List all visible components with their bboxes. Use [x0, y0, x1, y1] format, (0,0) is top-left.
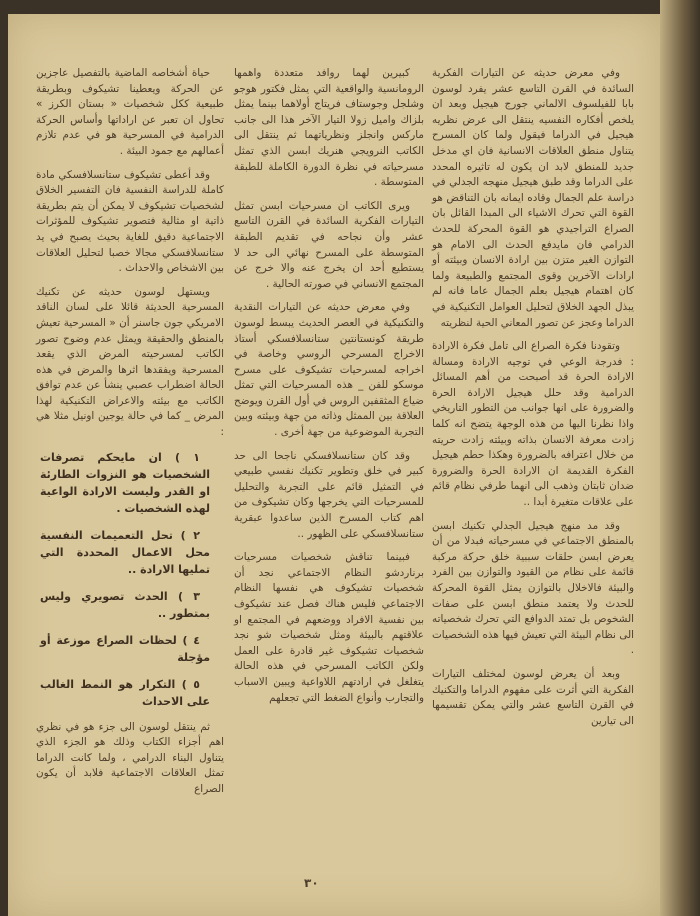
symptom-list [36, 449, 224, 710]
paragraph: ثم ينتقل لوسون الى جزء هو في نظري اهم أجزاء الكتاب وذلك هو الجزء الذي يتناول البناء الدرامي ، ولما كانت الدراما تمثل العلاقات الاجتماعية فلابد أن يكون الصراع [36, 720, 224, 796]
page-number: ٣٠ [304, 876, 319, 890]
paragraph: وقد أعطى تشيكوف ستانسلافسكي مادة كاملة للدراسة النفسية فان التفسير الخلاق لشخصيات تشيكوف لا يمكن أن يتم بطريقة ذاتية او مثالية فتصوير تشيكوف للمؤثرات الاجتماعية دقيق للغاية بحيث يصبح في يد ستانسلافسكي مجالا خصبا لتحليل العلاقات بين الاشخاص والاحداث . [36, 168, 224, 275]
paragraph: حياة أشخاصه الماضية بالتفصيل عاجزين عن الحركة ويعطينا تشيكوف وبطريقة طبيعية ككل شخصيات « بستان الكرز » تحاول ان تعبر عن اراداتها وأساس الحركة الدرامية في المسرحية هو في عدم تلازم أعمالهم مع جمود البيئة . [36, 67, 224, 157]
paragraph: وتقودنا فكرة الصراع الى تامل فكرة الارادة : فدرجة الوعي في توجيه الارادة ومسالة الارادة الحرة قد أصبحت من أهم المسائل الدرامية وقد حلل هيجيل الارادة الحرة والضرورة على انها جوانب من التطور التاريخي واذا نظرنا اليها من هذه الوجهة يتضح انه كلما زادت معرفة الانسان بذاته وبيئته زادت حريته من خلال اعترافه بالضرورة وهكذا حطم هيجيل الفكرة القديمة ان الارادة الحرة والضرورة ضدان ثابتان وذهب الى انهما طرفي نظام قائم على علاقات متغيرة أبدا .. [432, 340, 634, 509]
scan-edge [660, 0, 700, 916]
paragraph: وقد كان ستانسلافسكي ناجحا الى حد كبير في خلق وتطوير تكنيك نفسي طبيعي في التمثيل قائم على التجربة والتحليل للمسرحيات التي يخرجها وكان تشيكوف من اهم كتاب المسرح الذين ساعدوا عبقرية ستانسلافسكي على الظهور .. [234, 449, 424, 540]
column-right [432, 66, 634, 737]
list-item: ٢ ) تحل التعميمات النفسية محل الاعمال المحددة التي تمليها الارادة .. [40, 528, 210, 576]
list-item: ١ ) ان مايحكم تصرفات الشخصيات هو النزوات الطارئة او القدر وليست الارادة الواعية لهذه الشخصيات . [40, 450, 210, 515]
paragraph: وفي معرض حديثه عن التيارات الفكرية السائدة في القرن التاسع عشر يفرد لوسون بابا للفيلسوف الالماني جورج هيجيل وبعد ان يلخص أفكاره النفسيه ينتقل الى عرض نظريه هيجيل في الدراما فيقول ولما كان المسرح يتناول منطق العلاقات الانسانية فان اي مدخل جديد للمنطق لابد ان يكون له تاثيره المحدد على الدراما وقد طبق هيجيل منهجه الجدلي في دراسة علم الجمال وقاده ايمانه بان التناقض هو القوة التي تحرك الاشياء الى المبدا القائل بان الصراع التراجيدي هو القوة المحركة للحدث الدرامي فان مايدفع الحدث الى الامام هو التوازن الغير متزن بين ارادة الانسان وبيئته أو ارادات الآخرين وقوى المجتمع والطبيعة ولما كان اهتمام هيجيل بعلم الجمال عاما فانه لم يبذل الجهد الخلاق لتحليل العوامل التكنيكية في الدراما وعجز عن تصور المعاني الحية لنظريته [432, 67, 634, 329]
paragraph: كبيرين لهما روافد متعددة واهمها الرومانسية والواقعية التي يمثل فكتور هوجو وشلجل وجوستاف فريتاج أولاهما بينما يمثل بلزاك واميل زولا التيار الآخر هذا الى جانب ماركس وانجلز ونظرياتهما ثم ينتقل الى الكاتب النرويجي هنريك ابسن الذي تمثل مسرحياته في نظرة الدورة الكاملة للطبقة المتوسطة . [234, 67, 424, 189]
list-item: ٥ ) التكرار هو النمط الغالب على الاحداث [40, 677, 210, 708]
paragraph: ويستهل لوسون حديثه عن تكنيك المسرحية الحديثة قائلا على لسان الناقد الامريكي جون جاسنر أن « المسرحية تعيش بالمنطق والحقيقة ويمثل عدم وضوح تصور الكاتب لمسرحيته المرض الذي يقعد المسرحية ويفقدها اثرها والمرض في هذه الحالة اضطراب عصبي ينشأ عن عدم توافق الكاتب مع بيئته والاعراض التكنيكية لهذا المرض _ كما في حالة يوجين اونيل مثلا هي : [36, 285, 224, 439]
list-item: ٤ ) لحظات الصراع موزعة أو مؤجلة [40, 633, 210, 664]
paragraph: فبينما تناقش شخصيات مسرحيات برناردشو النظام الاجتماعي نجد أن شخصيات تشيكوف هي نفسها النظام الاجتماعي فليس هناك فصل عند تشيكوف بين نفسية الافراد ووضعهم في المجتمع او علاقتهم بالبيئة ومثل شخصيات شو نجد شخصيات تشيكوف غير قادرة على العمل ولكن الكاتب المسرحي في هذه الحالة يتغلغل في ارادتهم اللاواعية ويبين الاسباب والتجارب وأنواع الضغط التي تجعلهم [234, 551, 424, 704]
paragraph: وبعد أن يعرض لوسون لمختلف التيارات الفكرية التي أثرت على مفهوم الدراما والتكنيك في القرن التاسع عشر والتي يمكن تقسيمها الى تيارين [432, 667, 634, 727]
column-middle [234, 66, 424, 714]
paragraph: وفي معرض حديثه عن التيارات النقدية والتكنيكية في العصر الحديث يبسط لوسون طريقة كونستانتين ستانسلافسكي أستاذ الاخراج المسرحي الروسي وخاصة في اخراجه لمسرحيات تشيكوف على مسرح موسكو للفن _ هذه المسرحيات التي تمثل ضياع المثقفين الروس في أول القرن ويوضح العلاقة بين الممثل وذاته من جهة وبيئته وبين التجربة الموضوعية من جهة أخرى . [234, 301, 424, 439]
magazine-page [8, 14, 660, 916]
paragraph: وقد مد منهج هيجيل الجدلي تكنيك ابسن بالمنطق الاجتماعي في مسرحياته فبدلا من أن يعرض ابسن حلقات سببية خلق حركة مركبة قائمة على نظام من القيود والتوازن بين الفرد والبيئة فالاخلال بالتوازن يمثل القوة المحركة للحدث ولا يعتمد منطق ابسن على صفات الشخوص بل تمتد الدوافع التي تحرك شخصياته الى نظام البيئة التي تعيش فيها هذه الشخصيات . [432, 519, 634, 657]
paragraph: ويرى الكاتب ان مسرحيات ابسن تمثل التيارات الفكرية السائدة في القرن التاسع عشر وأن نجاحه في تقديم الطبقة المتوسطة على المسرح نهائي الى حد لا يستطيع أحد ان يخرج عنه والا خرج عن المجتمع الانساني في صورته الحالية . [234, 199, 424, 290]
column-left [36, 66, 224, 806]
list-item: ٣ ) الحدث تصويري وليس بمتطور .. [40, 589, 210, 620]
